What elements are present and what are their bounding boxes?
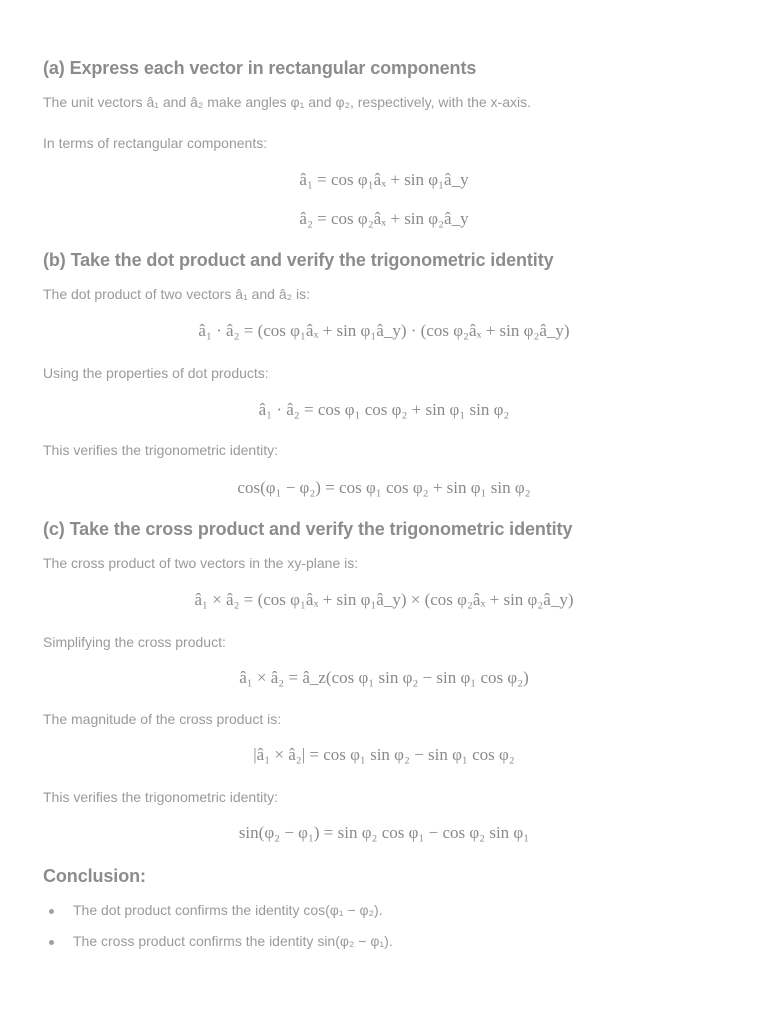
equation-cross-product: â₁ × â₂ = (cos φ₁âₓ + sin φ₁â_y) × (cos φ₂âₓ + sin φ₂â_y) [194,590,574,609]
section-b-properties-label: Using the properties of dot products: [43,365,269,381]
bullet-icon [49,940,54,945]
conclusion-heading: Conclusion: [43,866,146,886]
section-b-verify-label: This verifies the trigonometric identity: [43,442,278,458]
section-b-intro: The dot product of two vectors â₁ and â₂ is: [43,286,310,302]
equation-sin-identity: sin(φ₂ − φ₁) = sin φ₂ cos φ₁ − cos φ₂ sin φ₁ [238,823,530,842]
section-b-heading: (b) Take the dot product and verify the trigonometric identity [43,250,554,270]
equation-cross-magnitude: |â₁ × â₂| = cos φ₁ sin φ₂ − sin φ₁ cos φ₂ [253,745,515,764]
equation-cross-simplified: â₁ × â₂ = â_z(cos φ₁ sin φ₂ − sin φ₁ cos φ₂) [239,668,529,687]
section-c-magnitude-label: The magnitude of the cross product is: [43,711,282,727]
equation-a2-components: â₂ = cos φ₂âₓ + sin φ₂â_y [299,209,469,228]
equation-dot-product: â₁ · â₂ = (cos φ₁âₓ + sin φ₁â_y) · (cos φ₂âₓ + sin φ₂â_y) [198,321,570,340]
conclusion-bullet-text: The dot product confirms the identity cos(φ₁ − φ₂). [73,902,383,918]
section-c-verify-label: This verifies the trigonometric identity: [43,789,278,805]
equation-a1-components: â₁ = cos φ₁âₓ + sin φ₁â_y [299,170,469,189]
section-c-simplify-label: Simplifying the cross product: [43,634,226,650]
section-a-components-label: In terms of rectangular components: [43,135,268,151]
equation-cos-identity: cos(φ₁ − φ₂) = cos φ₁ cos φ₂ + sin φ₁ sin φ₂ [237,478,531,497]
equation-dot-simplified: â₁ · â₂ = cos φ₁ cos φ₂ + sin φ₁ sin φ₂ [258,400,510,419]
bullet-icon [49,909,54,914]
section-c-heading: (c) Take the cross product and verify the trigonometric identity [43,519,573,539]
section-c-intro: The cross product of two vectors in the xy-plane is: [43,555,359,571]
section-a-intro: The unit vectors â₁ and â₂ make angles φ₁ and φ₂, respectively, with the x-axis. [43,94,531,110]
conclusion-bullet-text: The cross product confirms the identity sin(φ₂ − φ₁). [73,933,393,949]
section-a-heading: (a) Express each vector in rectangular components [43,58,477,78]
